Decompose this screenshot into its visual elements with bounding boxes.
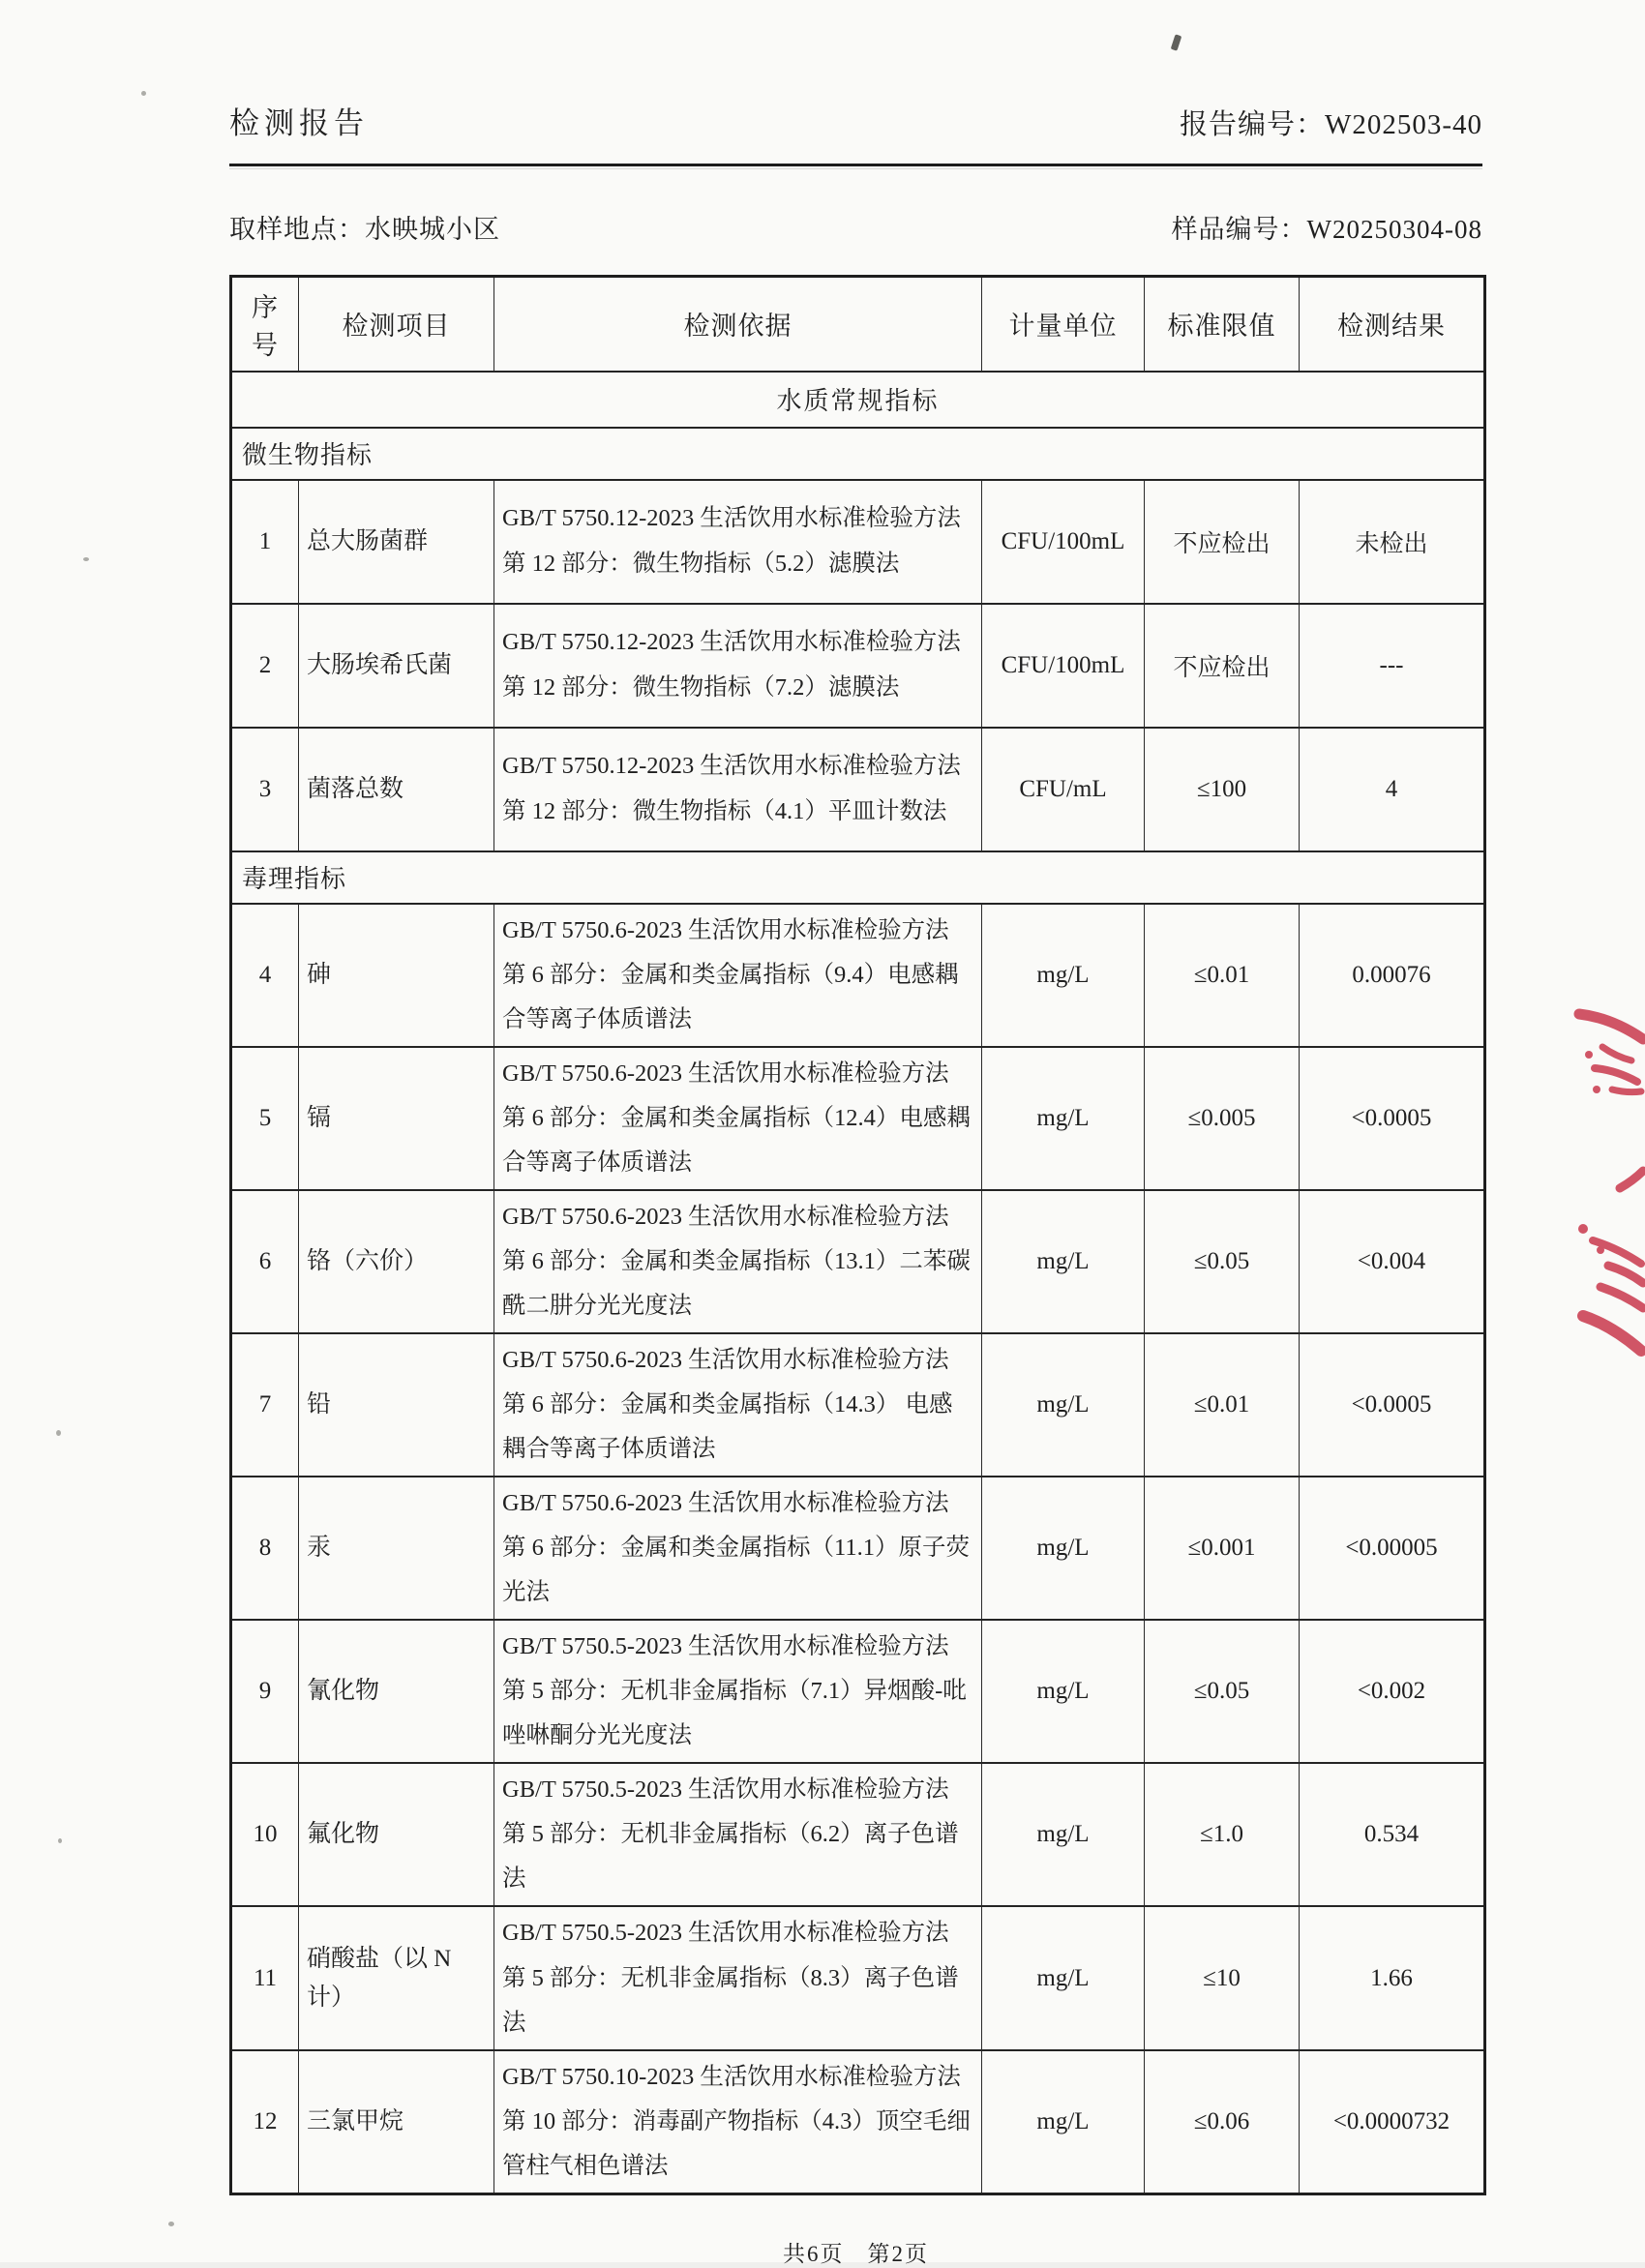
sample-number-label: 样品编号： [1171,215,1307,244]
cell-item: 菌落总数 [299,728,494,851]
cell-result: 未检出 [1300,480,1485,604]
cell-limit: ≤0.05 [1145,1620,1300,1763]
cell-item: 氟化物 [299,1763,494,1906]
table-header-row [231,277,1485,372]
table-row [231,480,1485,604]
cell-result: <0.0000732 [1300,2050,1485,2194]
page-title: 检测报告 [229,106,369,140]
cell-result: 4 [1300,728,1485,851]
cell-method: GB/T 5750.5-2023 生活饮用水标准检验方法 第 5 部分：无机非金属指标（6.2）离子色谱法 [494,1763,982,1906]
report-number [1180,103,1482,142]
footer-current-page: 第2页 [867,2241,929,2266]
group-title-cell: 水质常规指标 [231,372,1485,428]
table-row [231,1333,1485,1477]
cell-limit: ≤0.01 [1145,904,1300,1047]
table-body [231,372,1485,2194]
cell-unit: mg/L [982,1190,1145,1333]
cell-method: GB/T 5750.10-2023 生活饮用水标准检验方法 第 10 部分：消毒副产物指标（4.3）顶空毛细管柱气相色谱法 [494,2050,982,2194]
cell-method: GB/T 5750.6-2023 生活饮用水标准检验方法 第 6 部分：金属和类金属指标（12.4）电感耦合等离子体质谱法 [494,1047,982,1190]
column-header-item: 检测项目 [299,277,494,372]
cell-item: 三氯甲烷 [299,2050,494,2194]
cell-unit: CFU/mL [982,728,1145,851]
table-row [231,1047,1485,1190]
cell-limit: ≤100 [1145,728,1300,851]
cell-item: 总大肠菌群 [299,480,494,604]
cell-no: 12 [231,2050,299,2194]
cell-limit: ≤0.05 [1145,1190,1300,1333]
cell-limit: 不应检出 [1145,604,1300,728]
sample-info-row [229,208,1482,246]
cell-item: 汞 [299,1477,494,1620]
table-row [231,2050,1485,2194]
table-row [231,1477,1485,1620]
cell-method: GB/T 5750.6-2023 生活饮用水标准检验方法 第 6 部分：金属和类金属指标（11.1）原子荧光法 [494,1477,982,1620]
cell-item: 镉 [299,1047,494,1190]
cell-unit: mg/L [982,1333,1145,1477]
table-row [231,728,1485,851]
cell-no: 11 [231,1906,299,2049]
cell-limit: ≤0.01 [1145,1333,1300,1477]
section-header-cell: 微生物指标 [231,428,1485,480]
cell-result: 0.534 [1300,1763,1485,1906]
cell-no: 6 [231,1190,299,1333]
cell-limit: ≤0.005 [1145,1047,1300,1190]
table-row [231,604,1485,728]
scan-speck [168,2222,174,2226]
cell-limit: ≤0.06 [1145,2050,1300,2194]
table-row [231,1763,1485,1906]
results-table [229,275,1486,2195]
report-number-value: W202503-40 [1324,109,1482,140]
cell-no: 2 [231,604,299,728]
report-number-label: 报告编号： [1179,109,1325,140]
section-header-cell: 毒理指标 [231,851,1485,904]
cell-result: <0.0005 [1300,1047,1485,1190]
page-content [229,0,1482,2268]
column-header-limit: 标准限值 [1145,277,1300,372]
cell-result: 1.66 [1300,1906,1485,2049]
sample-number-value: W20250304-08 [1306,215,1482,244]
column-header-result: 检测结果 [1300,277,1485,372]
cell-item: 大肠埃希氏菌 [299,604,494,728]
cell-result: <0.00005 [1300,1477,1485,1620]
cell-no: 3 [231,728,299,851]
sample-number [1172,208,1482,246]
cell-limit: ≤0.001 [1145,1477,1300,1620]
cell-item: 氰化物 [299,1620,494,1763]
cell-limit: 不应检出 [1145,480,1300,604]
cell-method: GB/T 5750.12-2023 生活饮用水标准检验方法 第 12 部分：微生物指标（5.2）滤膜法 [494,480,982,604]
cell-no: 5 [231,1047,299,1190]
cell-unit: mg/L [982,1763,1145,1906]
column-header-no: 序号 [231,277,299,372]
cell-item: 铬（六价） [299,1190,494,1333]
cell-result: 0.00076 [1300,904,1485,1047]
report-header [229,0,1482,142]
scan-speck [56,1430,61,1436]
cell-method: GB/T 5750.12-2023 生活饮用水标准检验方法 第 12 部分：微生物指标（4.1）平皿计数法 [494,728,982,851]
cell-method: GB/T 5750.5-2023 生活饮用水标准检验方法 第 5 部分：无机非金属指标（7.1）异烟酸-吡唑啉酮分光光度法 [494,1620,982,1763]
cell-no: 9 [231,1620,299,1763]
table-row [231,1620,1485,1763]
section-header-row [231,851,1485,904]
footer-total-pages: 共6页 [783,2241,845,2266]
sample-location-label: 取样地点： [229,215,365,244]
group-title-row [231,372,1485,428]
cell-unit: mg/L [982,904,1145,1047]
cell-method: GB/T 5750.6-2023 生活饮用水标准检验方法 第 6 部分：金属和类金属指标（14.3） 电感耦合等离子体质谱法 [494,1333,982,1477]
page-footer [229,2236,1482,2268]
table-row [231,1190,1485,1333]
cell-unit: mg/L [982,2050,1145,2194]
scan-speck [58,1838,62,1843]
section-header-row [231,428,1485,480]
cell-method: GB/T 5750.6-2023 生活饮用水标准检验方法 第 6 部分：金属和类金属指标（13.1）二苯碳酰二肼分光光度法 [494,1190,982,1333]
red-seal-fragment [1519,997,1645,1364]
header-divider [229,164,1482,169]
cell-result: <0.004 [1300,1190,1485,1333]
sample-location-value: 水映城小区 [365,215,500,244]
cell-no: 7 [231,1333,299,1477]
cell-limit: ≤10 [1145,1906,1300,2049]
cell-limit: ≤1.0 [1145,1763,1300,1906]
cell-unit: mg/L [982,1047,1145,1190]
cell-result: --- [1300,604,1485,728]
cell-unit: mg/L [982,1620,1145,1763]
cell-item: 砷 [299,904,494,1047]
column-header-method: 检测依据 [494,277,982,372]
scan-speck [83,557,89,561]
cell-unit: mg/L [982,1477,1145,1620]
cell-result: <0.002 [1300,1620,1485,1763]
cell-item: 铅 [299,1333,494,1477]
table-row [231,904,1485,1047]
cell-unit: CFU/100mL [982,604,1145,728]
cell-no: 4 [231,904,299,1047]
cell-item: 硝酸盐（以 N 计） [299,1906,494,2049]
cell-no: 1 [231,480,299,604]
cell-result: <0.0005 [1300,1333,1485,1477]
cell-no: 8 [231,1477,299,1620]
table-row [231,1906,1485,2049]
column-header-unit: 计量单位 [982,277,1145,372]
cell-method: GB/T 5750.12-2023 生活饮用水标准检验方法 第 12 部分：微生物指标（7.2）滤膜法 [494,604,982,728]
cell-no: 10 [231,1763,299,1906]
sample-location [229,208,500,246]
scan-speck [141,91,146,96]
cell-method: GB/T 5750.5-2023 生活饮用水标准检验方法 第 5 部分：无机非金属指标（8.3）离子色谱法 [494,1906,982,2049]
cell-method: GB/T 5750.6-2023 生活饮用水标准检验方法 第 6 部分：金属和类金属指标（9.4）电感耦合等离子体质谱法 [494,904,982,1047]
cell-unit: CFU/100mL [982,480,1145,604]
cell-unit: mg/L [982,1906,1145,2049]
